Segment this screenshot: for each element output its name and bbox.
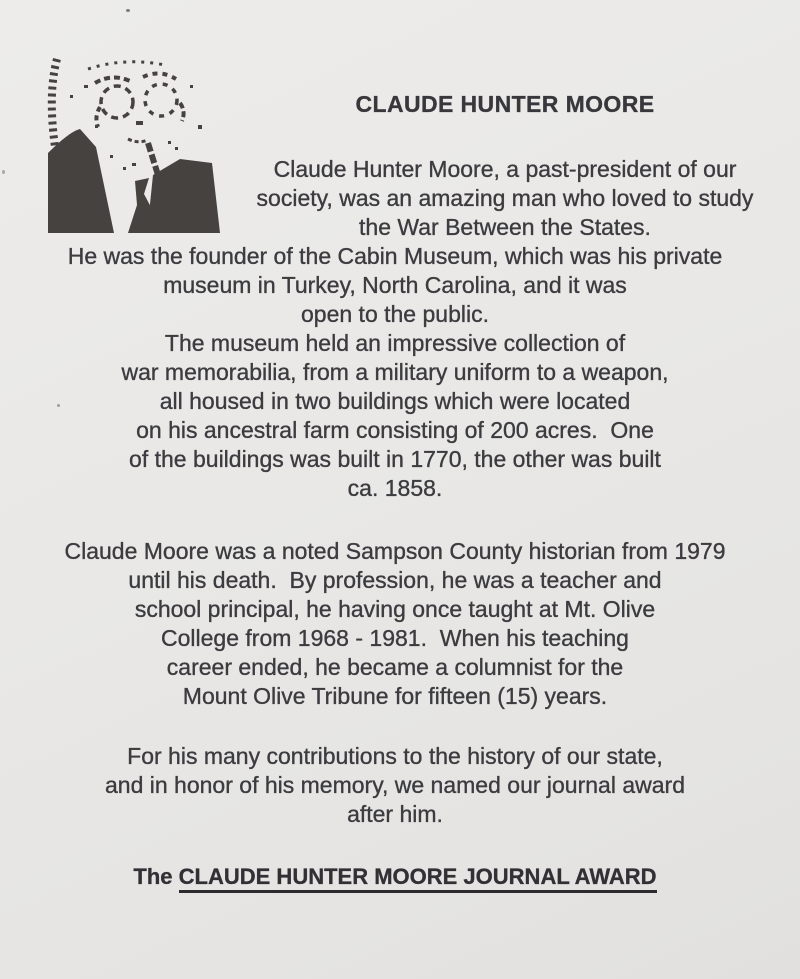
portrait-photo bbox=[40, 55, 235, 233]
scan-speck bbox=[126, 9, 130, 12]
text-line: career ended, he became a columnist for the bbox=[166, 654, 624, 680]
text-line: war memorabilia, from a military uniform to a weapon, bbox=[121, 359, 669, 385]
text-line: the War Between the States. bbox=[359, 214, 651, 240]
text-line: The museum held an impressive collection of bbox=[164, 330, 626, 356]
text-line: Mount Olive Tribune for fifteen (15) years. bbox=[182, 683, 608, 709]
text-line: on his ancestral farm consisting of 200 acres. One bbox=[136, 417, 654, 443]
text-line: Claude Moore was a noted Sampson County historian from 1979 bbox=[64, 538, 726, 564]
text-line: He was the founder of the Cabin Museum, which was his private bbox=[67, 243, 723, 269]
text-line: open to the public. bbox=[301, 301, 489, 327]
text-line: ca. 1858. bbox=[347, 475, 443, 501]
text-line: and in honor of his memory, we named our journal award bbox=[105, 772, 685, 798]
document-title: CLAUDE HUNTER MOORE bbox=[355, 91, 655, 117]
award-line bbox=[25, 862, 765, 891]
award-name: CLAUDE HUNTER MOORE JOURNAL AWARD bbox=[179, 864, 657, 893]
text-line: Claude Hunter Moore, a past-president of our bbox=[273, 156, 737, 182]
text-line: society, was an amazing man who loved to study bbox=[256, 185, 754, 211]
text-line: museum in Turkey, North Carolina, and it was bbox=[163, 272, 627, 298]
text-line: For his many contributions to the history of our state, bbox=[127, 743, 663, 769]
text-line: all housed in two buildings which were located bbox=[159, 388, 631, 414]
text-line: of the buildings was built in 1770, the other was built bbox=[129, 446, 661, 472]
text-line: after him. bbox=[347, 801, 443, 827]
scan-speck bbox=[2, 170, 5, 174]
scan-speck bbox=[57, 404, 60, 407]
degraded-portrait-graphic bbox=[40, 55, 235, 233]
text-line: until his death. By profession, he was a teacher and bbox=[128, 567, 662, 593]
award-prefix: The bbox=[133, 864, 179, 889]
paragraph-2 bbox=[25, 537, 765, 711]
paragraph-3 bbox=[25, 742, 765, 829]
text-line: College from 1968 - 1981. When his teaching bbox=[161, 625, 629, 651]
text-line: school principal, he having once taught at Mt. Olive bbox=[134, 596, 656, 622]
